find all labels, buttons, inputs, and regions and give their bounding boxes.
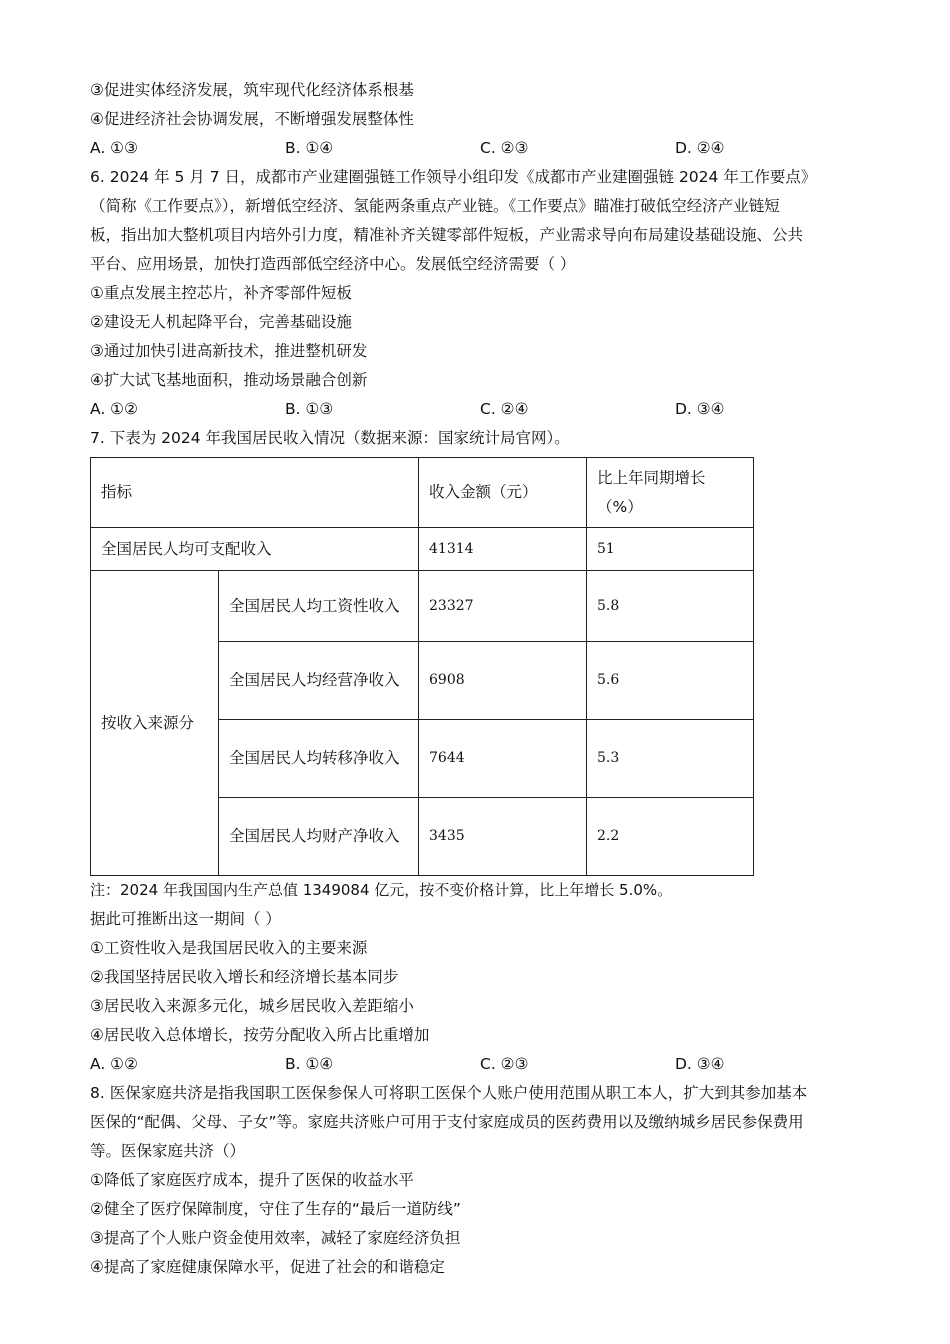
- q6-stem-line-3: 板，指出加大整机项目内培外引力度，精准补齐关键零部件短板，产业需求导向布局建设基础设施、公共: [90, 226, 804, 244]
- row-label: 全国居民人均财产净收入: [219, 798, 419, 876]
- header-growth: 比上年同期增长（%）: [587, 458, 754, 528]
- q8-item-1: ①降低了家庭医疗成本，提升了医保的收益水平: [90, 1171, 414, 1189]
- q7-option-b[interactable]: B. ①④: [285, 1055, 334, 1073]
- q6-item-1: ①重点发展主控芯片，补齐零部件短板: [90, 284, 352, 302]
- header-indicator: 指标: [91, 458, 419, 528]
- table-row: [91, 571, 754, 642]
- row-label: 全国居民人均经营净收入: [219, 642, 419, 720]
- q7-option-c[interactable]: C. ②③: [480, 1055, 529, 1073]
- q7-note: 注：2024 年我国国内生产总值 1349084 亿元，按不变价格计算，比上年增长 5.0%。: [90, 881, 673, 899]
- q8-item-4: ④提高了家庭健康保障水平，促进了社会的和谐稳定: [90, 1258, 445, 1276]
- q6-option-c[interactable]: C. ②④: [480, 400, 529, 418]
- q7-options: [90, 1050, 870, 1079]
- q5-item-4: ④促进经济社会协调发展，不断增强发展整体性: [90, 110, 414, 128]
- row-growth: 5.3: [587, 720, 754, 798]
- row-growth: 2.2: [587, 798, 754, 876]
- q6-item-2: ②建设无人机起降平台，完善基础设施: [90, 313, 352, 331]
- q7-item-3: ③居民收入来源多元化，城乡居民收入差距缩小: [90, 997, 414, 1015]
- q6-options: [90, 395, 870, 424]
- q5-option-a[interactable]: A. ①③: [90, 139, 138, 157]
- row-growth: 5.8: [587, 571, 754, 642]
- q6-option-a[interactable]: A. ①②: [90, 400, 138, 418]
- income-table: [90, 457, 754, 876]
- q7-prompt: 据此可推断出这一期间（ ）: [90, 910, 281, 928]
- group-label: 按收入来源分: [91, 571, 219, 876]
- row-growth: 5.6: [587, 642, 754, 720]
- table-header-row: [91, 458, 754, 528]
- q7-option-d[interactable]: D. ③④: [675, 1055, 725, 1073]
- q6-item-4: ④扩大试飞基地面积，推动场景融合创新: [90, 371, 368, 389]
- q7-option-a[interactable]: A. ①②: [90, 1055, 138, 1073]
- q8-stem-line-2: 医保的“配偶、父母、子女”等。家庭共济账户可用于支付家庭成员的医药费用以及缴纳城乡居民参保费用: [90, 1113, 804, 1131]
- q5-option-c[interactable]: C. ②③: [480, 139, 529, 157]
- total-amount: 41314: [419, 528, 587, 571]
- q6-stem-line-1: 6. 2024 年 5 月 7 日，成都市产业建圈强链工作领导小组印发《成都市产业建圈强链 2024 年工作要点》: [90, 168, 817, 186]
- row-amount: 3435: [419, 798, 587, 876]
- q7-title: 7. 下表为 2024 年我国居民收入情况（数据来源：国家统计局官网）。: [90, 429, 570, 447]
- row-amount: 23327: [419, 571, 587, 642]
- q8-stem-line-1: 8. 医保家庭共济是指我国职工医保参保人可将职工医保个人账户使用范围从职工本人，扩大到其参加基本: [90, 1084, 808, 1102]
- q6-stem-line-4: 平台、应用场景，加快打造西部低空经济中心。发展低空经济需要（ ）: [90, 255, 576, 273]
- q7-item-4: ④居民收入总体增长，按劳分配收入所占比重增加: [90, 1026, 430, 1044]
- q5-option-d[interactable]: D. ②④: [675, 139, 725, 157]
- q5-option-b[interactable]: B. ①④: [285, 139, 334, 157]
- total-growth: 51: [587, 528, 754, 571]
- q8-item-3: ③提高了个人账户资金使用效率，减轻了家庭经济负担: [90, 1229, 461, 1247]
- document-page: [90, 76, 870, 1282]
- q8-stem-line-3: 等。医保家庭共济（）: [90, 1142, 246, 1160]
- q6-item-3: ③通过加快引进高新技术，推进整机研发: [90, 342, 368, 360]
- q8-item-2: ②健全了医疗保障制度，守住了生存的“最后一道防线”: [90, 1200, 461, 1218]
- q5-options: [90, 134, 870, 163]
- q6-option-d[interactable]: D. ③④: [675, 400, 725, 418]
- q5-item-3: ③促进实体经济发展，筑牢现代化经济体系根基: [90, 81, 414, 99]
- row-label: 全国居民人均工资性收入: [219, 571, 419, 642]
- q7-item-1: ①工资性收入是我国居民收入的主要来源: [90, 939, 368, 957]
- row-label: 全国居民人均转移净收入: [219, 720, 419, 798]
- header-amount: 收入金额（元）: [419, 458, 587, 528]
- row-amount: 7644: [419, 720, 587, 798]
- q7-item-2: ②我国坚持居民收入增长和经济增长基本同步: [90, 968, 399, 986]
- table-row-total: [91, 528, 754, 571]
- row-amount: 6908: [419, 642, 587, 720]
- q6-option-b[interactable]: B. ①③: [285, 400, 334, 418]
- q6-stem-line-2: （简称《工作要点》），新增低空经济、氢能两条重点产业链。《工作要点》瞄准打破低空经济产业链短: [90, 197, 780, 215]
- total-label: 全国居民人均可支配收入: [91, 528, 419, 571]
